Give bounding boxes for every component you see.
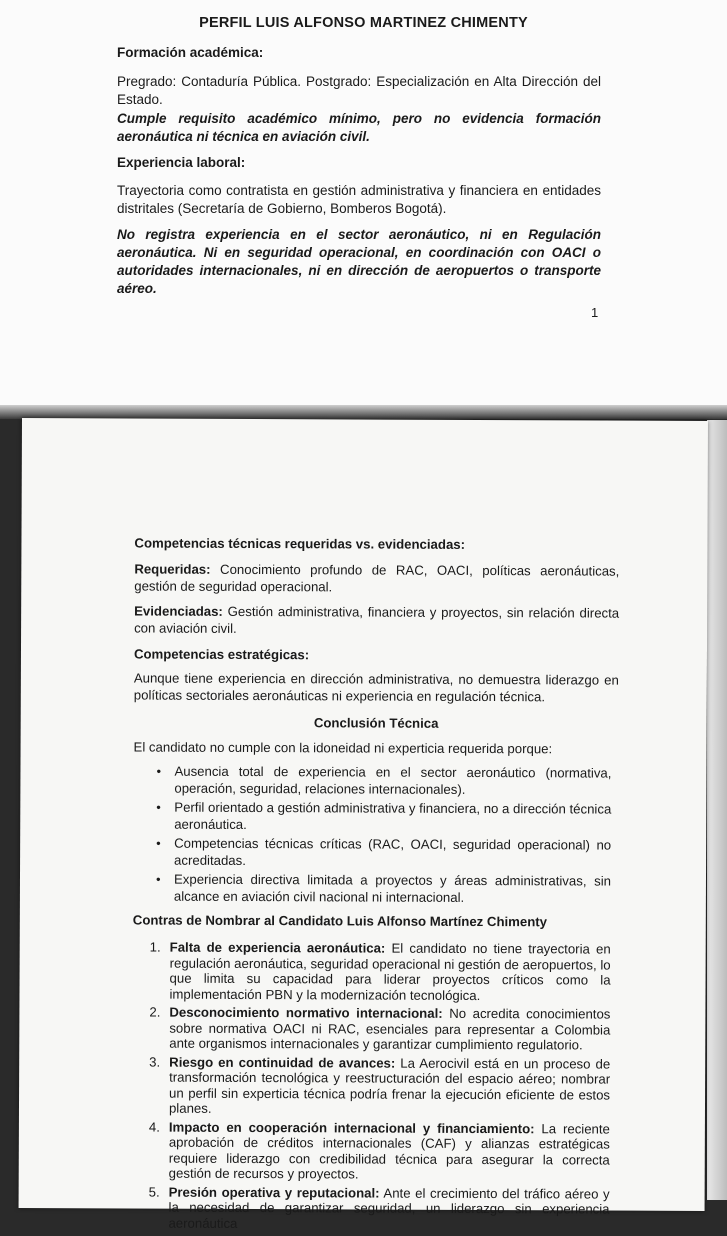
contra-item: [149, 1119, 610, 1183]
estrategicas-heading: Competencias estratégicas:: [133, 646, 310, 663]
contra-item: [149, 940, 610, 1004]
document-page-1: [0, 0, 727, 405]
background-page-edge: [707, 420, 727, 1200]
contra-text: La Aerocivil está en un proceso de transformación tecnológica y reestructuración del espacio aéreo; nombrar un perfil sin experticia técnica podría frenar la ejecución eficiente de estos planes.: [168, 1055, 611, 1116]
competencias-heading: Competencias técnicas requeridas vs. evidenciadas:: [134, 535, 466, 552]
contras-heading: Contras de Nombrar al Candidato Luis Alfonso Martínez Chimenty: [132, 912, 548, 930]
requeridas-text: Conocimiento profundo de RAC, OACI, políticas aeronáuticas, gestión de seguridad operacional.: [134, 561, 620, 594]
contra-text: La reciente aprobación de créditos internacionales (CAF) y alianzas estratégicas requiere liderazgo con credibilidad técnica para asegurar la correcta gestión de recursos y proyectos.: [168, 1120, 610, 1182]
requeridas-paragraph: [134, 561, 619, 596]
contra-label: Desconocimiento normativo internacional:: [169, 1004, 443, 1021]
estrategicas-text: Aunque tiene experiencia en dirección administrativa, no demuestra liderazgo en políticas sectoriales aeronáuticas ni experiencia en regulación técnica.: [133, 670, 619, 704]
conclusion-bullets: [156, 764, 612, 910]
formacion-heading: Formación académica:: [117, 45, 264, 60]
experiencia-heading: Experiencia laboral:: [117, 155, 246, 170]
contra-text: No acredita conocimientos sobre normativa OACI ni RAC, esenciales para representar a Colombia ante organismos internacionales y garantizar cumplimiento regulatorio.: [169, 1005, 611, 1053]
formacion-note: Cumple requisito académico mínimo, pero no evidencia formación aeronáutica ni técnica en aviación civil.: [117, 111, 601, 144]
contra-label: Riesgo en continuidad de avances:: [169, 1054, 396, 1071]
contra-label: Impacto en cooperación internacional y financiamiento:: [168, 1119, 535, 1136]
bullet-item: • Competencias técnicas críticas (RAC, OACI, seguridad operacional) no acreditadas.: [156, 836, 611, 871]
contra-item: [149, 1005, 610, 1054]
experiencia-text: Trayectoria como contratista en gestión administrativa y financiera en entidades distritales (Secretaría de Gobierno, Bomberos Bogotá).: [117, 183, 601, 216]
contra-number: 2.: [149, 1004, 161, 1020]
bullet-item: • Perfil orientado a gestión administrativa y financiera, no a dirección técnica aeronáutica.: [156, 800, 611, 835]
document-page-2: [19, 418, 708, 1231]
contra-item: [149, 1054, 610, 1118]
page-separator: [0, 405, 727, 419]
bullet-item: • Experiencia directiva limitada a proyectos y áreas administrativas, sin alcance en aviación civil nacional ni internacional.: [156, 872, 611, 907]
evidenciadas-text: Gestión administrativa, financiera y proyectos, sin relación directa con aviación civil.: [134, 603, 620, 636]
page-number: 1: [591, 305, 599, 320]
contra-number: 4.: [148, 1119, 160, 1135]
contra-text: Ante el crecimiento del tráfico aéreo y la necesidad de garantizar seguridad, un liderazgo sin experiencia aeronáutica: [168, 1185, 610, 1231]
contra-number: 1.: [149, 939, 161, 955]
contras-list: [148, 940, 610, 1236]
profile-title: PERFIL LUIS ALFONSO MARTINEZ CHIMENTY: [199, 15, 528, 31]
conclusion-heading: Conclusión Técnica: [313, 715, 439, 731]
contra-text: El candidato no tiene trayectoria en regulación aeronáutica, seguridad operacional ni gestión de aeropuertos, lo que limita su capacidad para liderar proyectos críticos como la implementación PBN y la modernización tecnológica.: [169, 940, 611, 1003]
requeridas-label: Requeridas:: [134, 561, 211, 577]
contra-item: [148, 1184, 609, 1233]
contra-number: 3.: [149, 1054, 161, 1070]
evidenciadas-label: Evidenciadas:: [134, 603, 223, 619]
conclusion-intro: El candidato no cumple con la idoneidad ni experticia requerida porque:: [133, 739, 553, 757]
evidenciadas-paragraph: [134, 603, 619, 638]
contra-label: Presión operativa y reputacional:: [168, 1184, 380, 1201]
experiencia-note: No registra experiencia en el sector aeronáutico, ni en Regulación aeronáutica. Ni en seguridad operacional, en coordinación con OACI o autoridades internacionales, ni en dirección de aeropuertos o transporte aéreo.: [117, 227, 601, 296]
formacion-text: Pregrado: Contaduría Pública. Postgrado: Especialización en Alta Dirección del Estado.: [117, 74, 601, 107]
bullet-item: • Ausencia total de experiencia en el sector aeronáutico (normativa, operación, seguridad, relaciones internacionales).: [156, 764, 611, 799]
contra-number: 5.: [148, 1184, 160, 1200]
contra-label: Falta de experiencia aeronáutica:: [169, 939, 386, 956]
